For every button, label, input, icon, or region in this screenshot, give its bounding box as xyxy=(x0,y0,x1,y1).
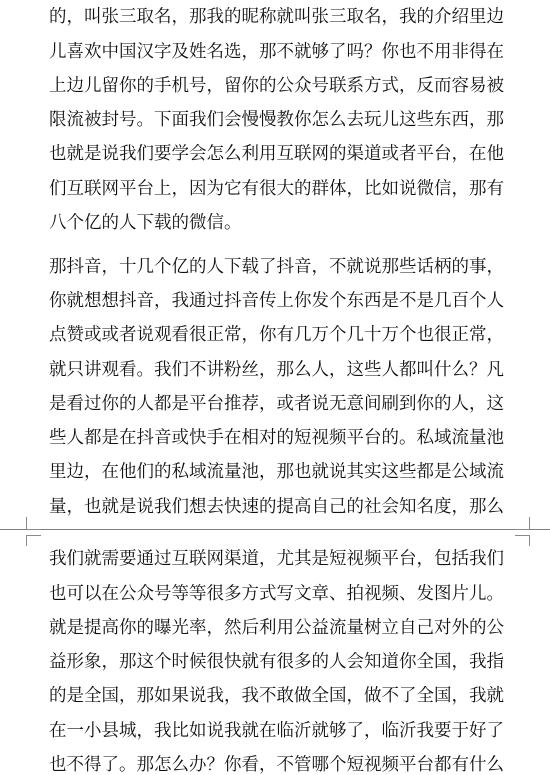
document-page-2 xyxy=(0,540,550,775)
page-corner-mark xyxy=(515,517,530,530)
text-line: 里边，在他们的私域流量池，那也就说其实这些都是公域流 xyxy=(49,462,504,482)
text-line: 就是提高你的曝光率，然后利用公益流量树立自己对外的公 xyxy=(49,618,504,638)
page-break-gap xyxy=(0,522,550,540)
text-line: 益形象，那这个时候很快就有很多的人会知道你全国，我指 xyxy=(49,652,504,672)
text-line: 们互联网平台上，因为它有很大的群体，比如说微信，那有 xyxy=(49,179,504,199)
text-line: 也就是说我们要学会怎么利用互联网的渠道或者平台，在他 xyxy=(49,144,504,164)
text-line: 些人都是在抖音或快手在相对的短视频平台的。私域流量池 xyxy=(49,428,504,448)
text-line: 那抖音，十几个亿的人下载了抖音，不就说那些话柄的事， xyxy=(49,257,504,277)
text-line: 点赞或或者说观看很正常，你有几万个几十万个也很正常， xyxy=(49,325,504,345)
page-corner-mark xyxy=(26,517,41,530)
text-line: 上边儿留你的手机号，留你的公众号联系方式，反而容易被 xyxy=(49,76,504,96)
text-line: 在一小县城，我比如说我就在临沂就够了，临沂我要于好了 xyxy=(49,721,504,741)
text-line: 限流被封号。下面我们会慢慢教你怎么去玩儿这些东西，那 xyxy=(49,110,504,130)
text-line: 也不得了。那怎么办？你看，不管哪个短视频平台都有什么 xyxy=(49,755,504,775)
text-line: 儿喜欢中国汉字及姓名选，那不就够了吗？你也不用非得在 xyxy=(49,42,504,62)
page-break-rule xyxy=(0,529,550,530)
text-line: 八个亿的人下载的微信。 xyxy=(49,213,242,233)
text-line: 我们就需要通过互联网渠道，尤其是短视频平台，包括我们 xyxy=(49,549,504,569)
text-line: 是看过你的人都是平台推荐，或者说无意间刷到你的人，这 xyxy=(49,394,504,414)
text-line: 你就想想抖音，我通过抖音传上你发个东西是不是几百个人 xyxy=(49,291,504,311)
text-line: 的，叫张三取名，那我的昵称就叫张三取名，我的介绍里边 xyxy=(49,7,504,27)
text-line: 就只讲观看。我们不讲粉丝，那么人，这些人都叫什么？凡 xyxy=(49,360,504,380)
text-line: 的是全国，那如果说我，我不敢做全国，做不了全国，我就 xyxy=(49,686,504,706)
text-line: 也可以在公众号等等很多方式写文章、拍视频、发图片儿。 xyxy=(49,584,504,604)
text-line: 量，也就是说我们想去快速的提高自己的社会知名度，那么 xyxy=(49,497,504,517)
